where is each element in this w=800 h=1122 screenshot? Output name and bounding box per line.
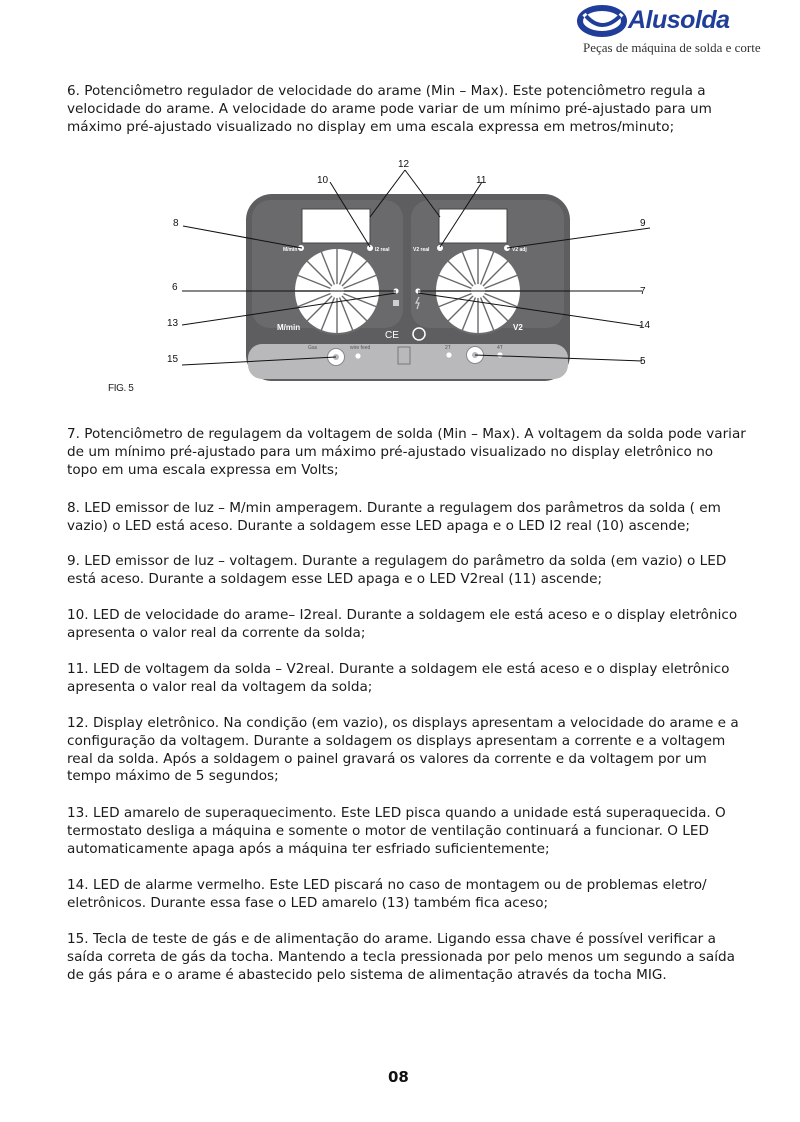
label-v2-real: V2 real bbox=[413, 247, 430, 253]
item-8-text: 8. LED emissor de luz – M/min amperagem. Durante a regulagem dos parâmetros da solda ( em vazio) o LED está aceso. Durante a soldagem esse LED apaga e o LED I2 real (10) ascende; bbox=[67, 500, 721, 534]
display-left bbox=[302, 209, 370, 243]
page-number: 08 bbox=[388, 1068, 409, 1086]
callout-8: 8 bbox=[173, 218, 179, 229]
item-7-text: 7. Potenciômetro de regulagem da voltagem de solda (Min – Max). A voltagem da solda pode variar de um mínimo pré-ajustado para um máximo pré-ajustado visualizado no display eletrônico no topo em uma escala expressa em Volts; bbox=[67, 426, 746, 478]
item-10-text: 10. LED de velocidade do arame– I2real. Durante a soldagem ele está aceso e o display eletrônico apresenta o valor real da corrente da solda; bbox=[67, 607, 738, 641]
callout-12: 12 bbox=[398, 159, 410, 170]
callout-14: 14 bbox=[639, 320, 651, 331]
callout-11: 11 bbox=[476, 175, 487, 186]
callout-9: 9 bbox=[640, 218, 646, 229]
label-4t: 4T bbox=[497, 345, 503, 351]
label-m-min-led: M/min bbox=[283, 247, 298, 253]
brand-name: Alusolda bbox=[628, 6, 730, 34]
led-i2-real bbox=[367, 245, 373, 251]
label-i2-real: I2 real bbox=[375, 247, 390, 253]
item-15-text: 15. Tecla de teste de gás e de alimentação do arame. Ligando essa chave é possível verificar a saída correta de gás da tocha. Mantendo a tecla pressionada por pelo menos um segundo a saída de gás pára e o arame é abastecido pelo sistema de alimentação através da tocha MIG. bbox=[67, 931, 735, 983]
label-v2-adj: V2 adj bbox=[512, 247, 527, 253]
led-wire-feed bbox=[355, 353, 360, 358]
callout-10: 10 bbox=[317, 175, 329, 186]
ce-mark: CE bbox=[385, 330, 399, 341]
item-12-text: 12. Display eletrônico. Na condição (em vazio), os displays apresentam a velocidade do arame e a configuração da voltagem. Durante a soldagem os displays apresentam a corrente e a voltagem real da solda. Após a soldagem o painel gravará os valores da corrente e da voltagem por um tempo máximo de 5 segundos; bbox=[67, 715, 739, 785]
item-11-text: 11. LED de voltagem da solda – V2real. Durante a soldagem ele está aceso e o display eletrônico apresenta o valor real da voltagem da solda; bbox=[67, 661, 730, 695]
label-left-knob: M/min bbox=[277, 323, 301, 332]
item-9-text: 9. LED emissor de luz – voltagem. Durante a regulagem do parâmetro da solda (em vazio) o LED está aceso. Durante a soldagem esse LED apaga e o LED V2real (11) ascende; bbox=[67, 553, 727, 587]
callout-5: 5 bbox=[640, 356, 646, 367]
callout-6: 6 bbox=[172, 282, 178, 293]
panel-bottom-strip bbox=[248, 344, 568, 379]
led-v2-real bbox=[437, 245, 443, 251]
figure-caption: FIG. 5 bbox=[108, 383, 134, 394]
item-14-text: 14. LED de alarme vermelho. Este LED piscará no caso de montagem ou de problemas eletro/ eletrônicos. Durante essa fase o LED amarelo (13) também fica aceso; bbox=[67, 877, 707, 911]
callout-15: 15 bbox=[167, 354, 179, 365]
label-gas: Gas bbox=[308, 345, 318, 351]
led-2t bbox=[446, 352, 451, 357]
thermometer-icon bbox=[393, 300, 399, 306]
label-2t: 2T bbox=[445, 345, 451, 351]
callout-13: 13 bbox=[167, 318, 179, 329]
callout-7: 7 bbox=[640, 286, 646, 297]
display-right bbox=[439, 209, 507, 243]
brand-tagline: Peças de máquina de solda e corte bbox=[583, 40, 761, 55]
label-wire-feed: wire feed bbox=[350, 345, 371, 351]
item-13-text: 13. LED amarelo de superaquecimento. Este LED pisca quando a unidade está superaquecida. O termostato desliga a máquina e somente o motor de ventilação continuará a funcionar. O LED automaticamente apaga após a máquina ter esfriado suficientemente; bbox=[67, 805, 726, 857]
label-right-knob: V2 bbox=[513, 323, 523, 332]
led-4t bbox=[497, 352, 502, 357]
item-6-text: 6. Potenciômetro regulador de velocidade do arame (Min – Max). Este potenciômetro regula a velocidade do arame. A velocidade do arame pode variar de um mínimo pré-ajustado para um máximo pré-ajustado visualizado no display em uma escala expressa em metros/minuto; bbox=[67, 83, 712, 135]
control-panel-figure bbox=[160, 152, 680, 397]
